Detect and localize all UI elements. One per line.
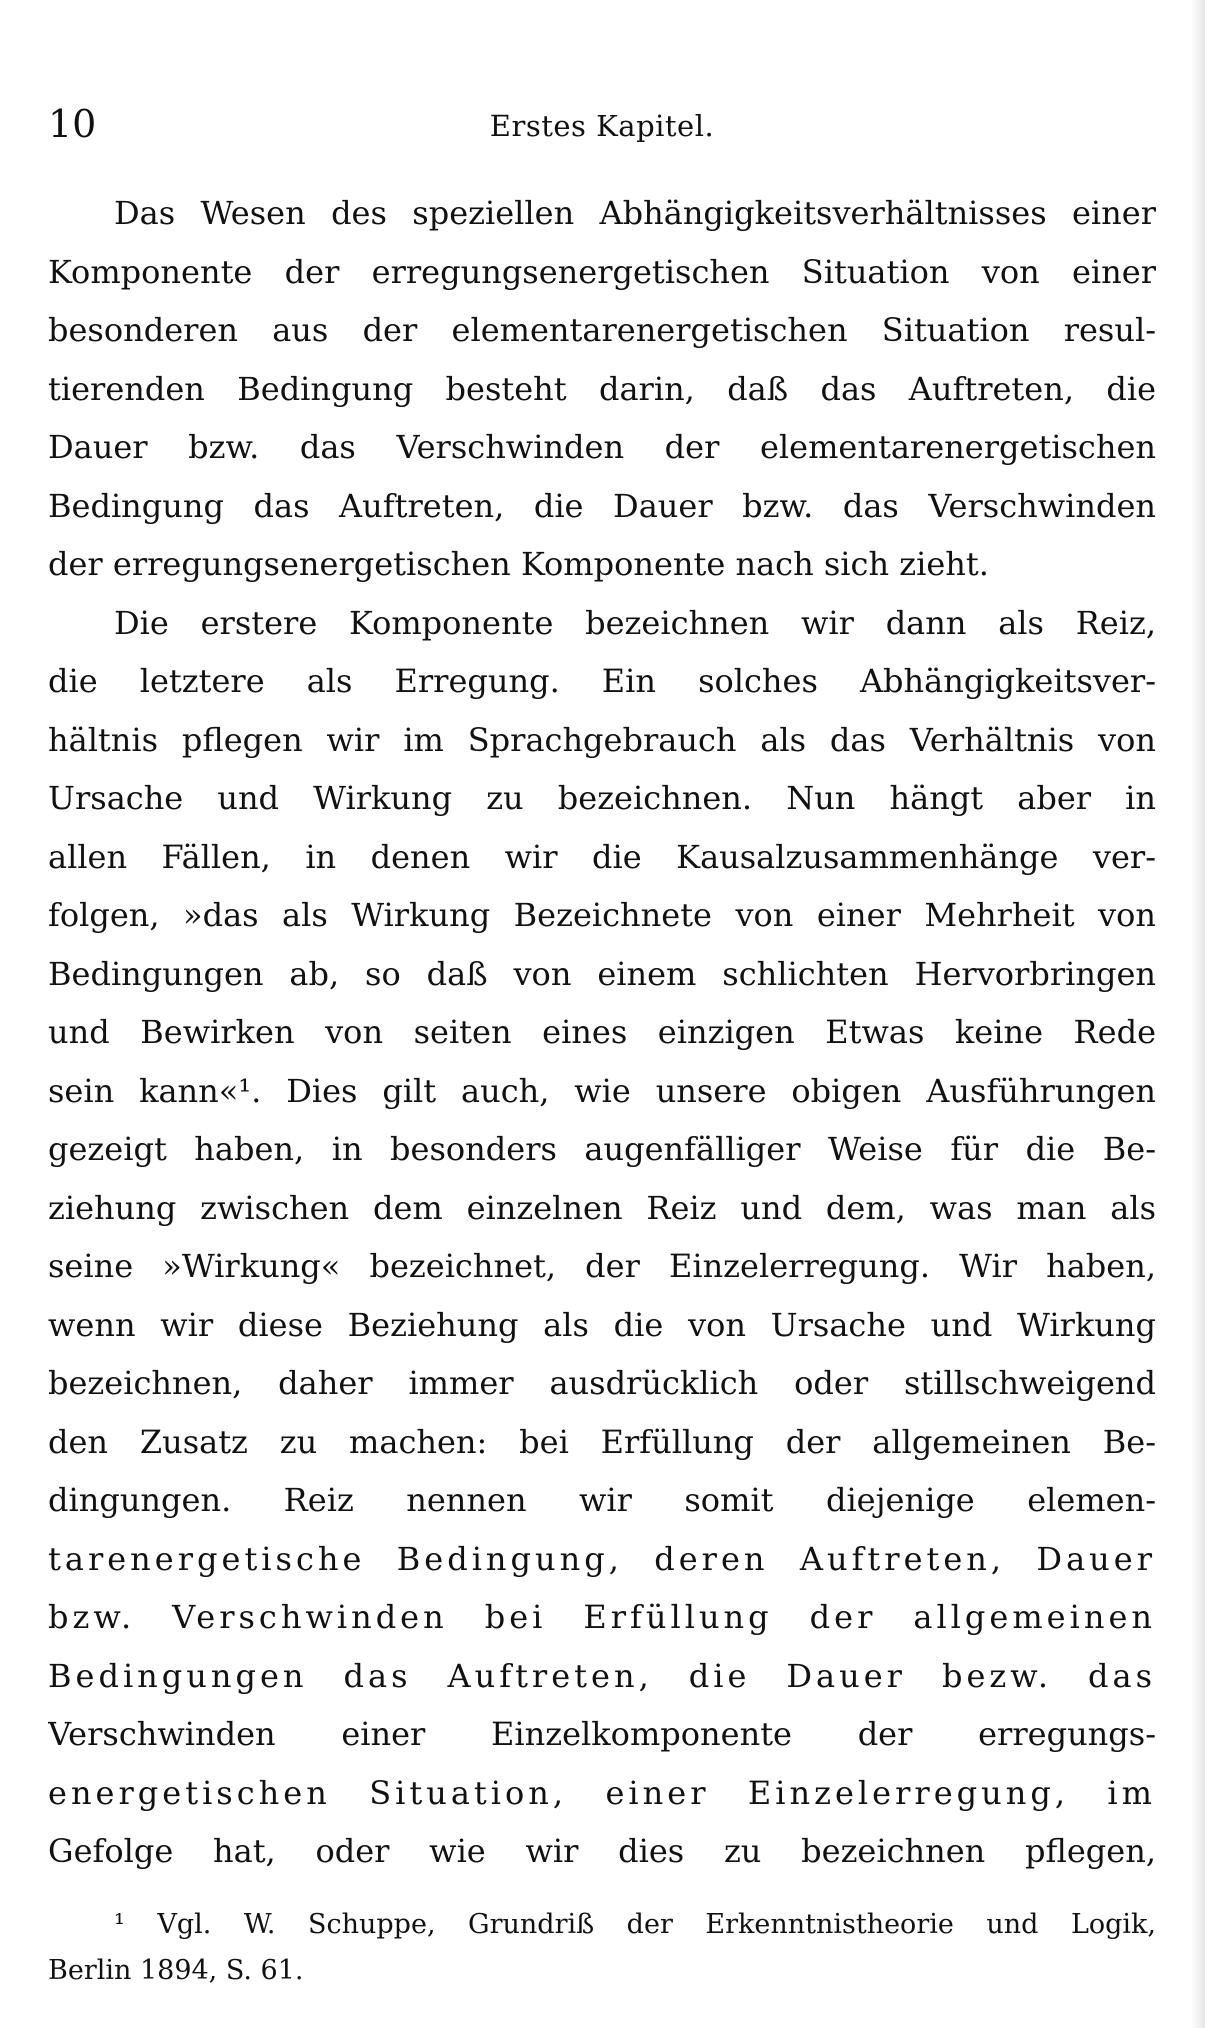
text-line: Bedingung das Auftreten, die Dauer bzw. das Verschwinden	[48, 486, 1156, 525]
text-line: seine »Wirkung« bezeichnet, der Einzelerregung. Wir haben,	[48, 1247, 1156, 1285]
text-line: Bedingungen ab, so daß von einem schlichten Hervorbringen	[48, 954, 1156, 993]
text-line: wenn wir diese Beziehung als die von Ursache und Wirkung	[48, 1305, 1156, 1344]
page-edge-shadow	[1191, 0, 1205, 2028]
body-text	[48, 184, 1156, 1881]
text-line: folgen, »das als Wirkung Bezeichnete von einer Mehrheit von	[48, 896, 1156, 934]
text-line: Ursache und Wirkung zu bezeichnen. Nun hängt aber in	[48, 779, 1156, 817]
text-line: Komponente der erregungsenergetischen Situation von einer	[48, 252, 1156, 291]
footnote	[48, 1902, 1156, 1994]
text-line: Verschwinden einer Einzelkomponente der erregungs-	[48, 1715, 1156, 1753]
text-line: gezeigt haben, in besonders augenfälliger Weise für die Be-	[48, 1130, 1156, 1168]
text-line: Die erstere Komponente bezeichnen wir dann als Reiz,	[114, 603, 1156, 642]
text-line: bzw. Verschwinden bei Erfüllung der allgemeinen	[48, 1598, 1156, 1636]
page-number: 10	[48, 102, 97, 146]
text-line: sein kann«¹. Dies gilt auch, wie unsere obigen Ausführungen	[48, 1071, 1156, 1110]
footnote-line: ¹ Vgl. W. Schuppe, Grundriß der Erkenntnistheorie und Logik,	[114, 1909, 1156, 1940]
text-line: bezeichnen, daher immer ausdrücklich oder stillschweigend	[48, 1364, 1156, 1402]
text-line: Dauer bzw. das Verschwinden der elementarenergetischen	[48, 428, 1156, 466]
text-line: die letztere als Erregung. Ein solches Abhängigkeitsver-	[48, 662, 1156, 700]
text-line: allen Fällen, in denen wir die Kausalzusammenhänge ver-	[48, 837, 1156, 876]
text-line: tierenden Bedingung besteht darin, daß das Auftreten, die	[48, 369, 1156, 408]
text-line: hältnis pflegen wir im Sprachgebrauch als das Verhältnis von	[48, 720, 1156, 759]
text-line: Das Wesen des speziellen Abhängigkeitsverhältnisses einer	[114, 194, 1156, 232]
text-line: der erregungsenergetischen Komponente nach sich zieht.	[48, 545, 989, 583]
running-title: Erstes Kapitel.	[489, 109, 715, 143]
text-line: ziehung zwischen dem einzelnen Reiz und dem, was man als	[48, 1188, 1156, 1227]
page-header	[48, 100, 1156, 160]
text-line: und Bewirken von seiten eines einzigen Etwas keine Rede	[48, 1013, 1156, 1051]
footnote-line: Berlin 1894, S. 61.	[48, 1955, 304, 1986]
text-line: tarenergetische Bedingung, deren Auftreten, Dauer	[48, 1539, 1156, 1578]
text-line: Bedingungen das Auftreten, die Dauer bezw. das	[48, 1656, 1156, 1695]
text-line: energetischen Situation, einer Einzelerregung, im	[48, 1773, 1156, 1812]
text-line: Gefolge hat, oder wie wir dies zu bezeichnen pflegen,	[48, 1832, 1156, 1870]
text-line: den Zusatz zu machen: bei Erfüllung der allgemeinen Be-	[48, 1422, 1156, 1461]
text-line: dingungen. Reiz nennen wir somit diejenige elemen-	[48, 1481, 1156, 1519]
text-line: besonderen aus der elementarenergetischen Situation resul-	[48, 311, 1156, 349]
